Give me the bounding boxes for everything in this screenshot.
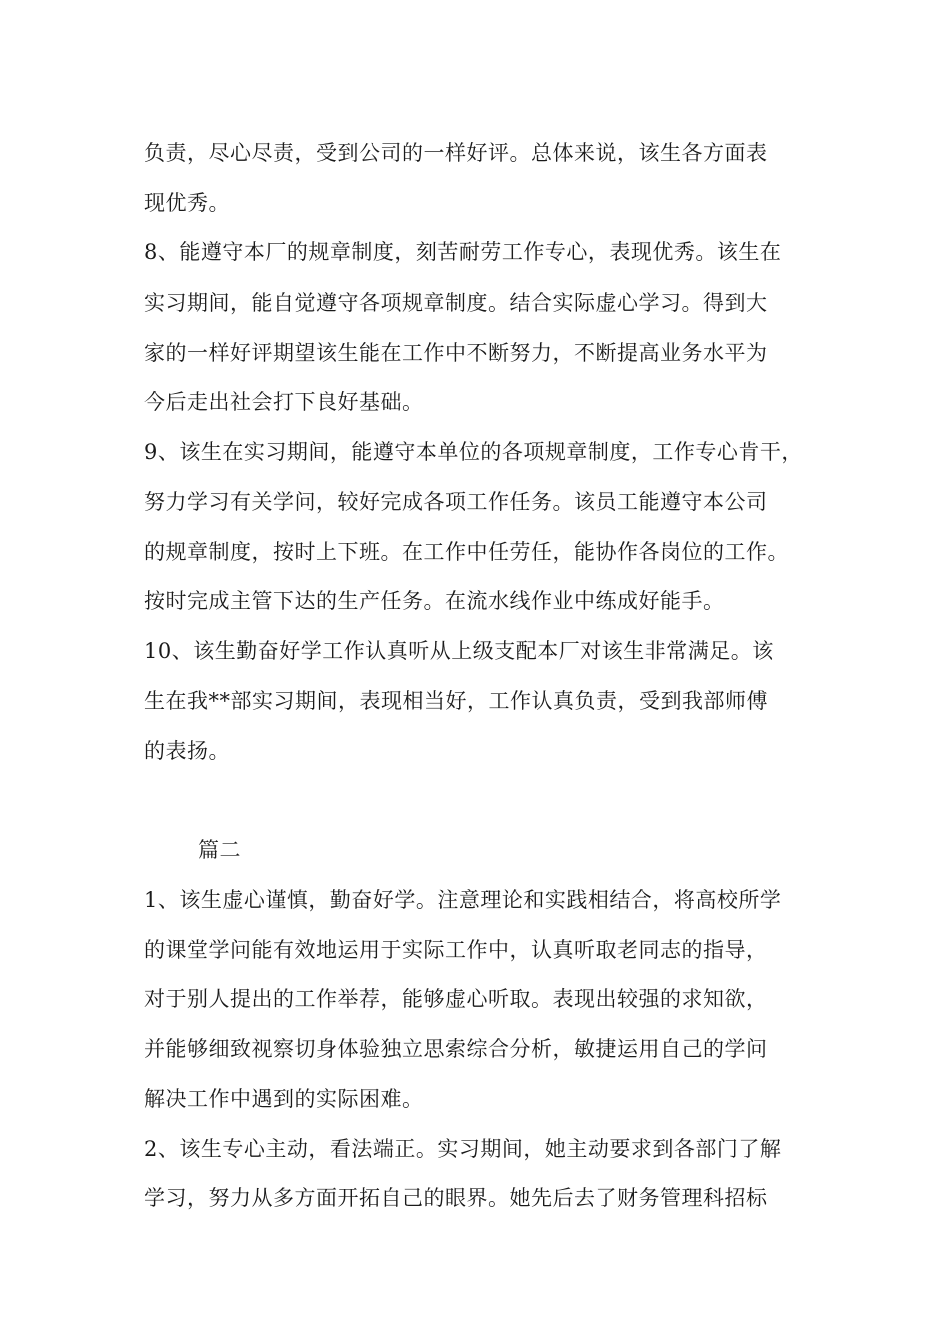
text-line: 按时完成主管下达的生产任务。在流水线作业中练成好能手。 xyxy=(144,589,725,613)
text-line: 1、该生虚心谨慎，勤奋好学。注意理论和实践相结合，将高校所学 xyxy=(144,888,782,912)
text-line: 努力学习有关学问，较好完成各项工作任务。该员工能遵守本公司 xyxy=(144,490,768,514)
section-heading: 篇二 xyxy=(198,838,241,862)
text-line: 家的一样好评期望该生能在工作中不断努力，不断提高业务水平为 xyxy=(144,341,768,365)
text-line: 实习期间，能自觉遵守各项规章制度。结合实际虚心学习。得到大 xyxy=(144,291,768,315)
text-line: 负责，尽心尽责，受到公司的一样好评。总体来说，该生各方面表 xyxy=(144,141,768,165)
text-line: 8、能遵守本厂的规章制度，刻苦耐劳工作专心，表现优秀。该生在 xyxy=(144,240,782,264)
text-line: 今后走出社会打下良好基础。 xyxy=(144,390,424,414)
text-line: 的规章制度，按时上下班。在工作中任劳任，能协作各岗位的工作。 xyxy=(144,540,789,564)
text-line: 现优秀。 xyxy=(144,191,230,215)
text-line: 10、该生勤奋好学工作认真听从上级支配本厂对该生非常满足。该 xyxy=(144,639,774,663)
text-line: 并能够细致视察切身体验独立思索综合分析，敏捷运用自己的学问 xyxy=(144,1037,768,1061)
text-line: 的课堂学问能有效地运用于实际工作中，认真听取老同志的指导， xyxy=(144,938,768,962)
text-line: 对于别人提出的工作举荐，能够虚心听取。表现出较强的求知欲， xyxy=(144,987,768,1011)
text-line: 2、该生专心主动，看法端正。实习期间，她主动要求到各部门了解 xyxy=(144,1137,782,1161)
text-line: 9、该生在实习期间，能遵守本单位的各项规章制度，工作专心肯干， xyxy=(144,440,803,464)
text-line: 生在我**部实习期间，表现相当好，工作认真负责，受到我部师傅 xyxy=(144,689,768,713)
text-line: 学习，努力从多方面开拓自己的眼界。她先后去了财务管理科招标 xyxy=(144,1186,768,1210)
text-line: 解决工作中遇到的实际困难。 xyxy=(144,1087,424,1111)
text-line: 的表扬。 xyxy=(144,739,230,763)
